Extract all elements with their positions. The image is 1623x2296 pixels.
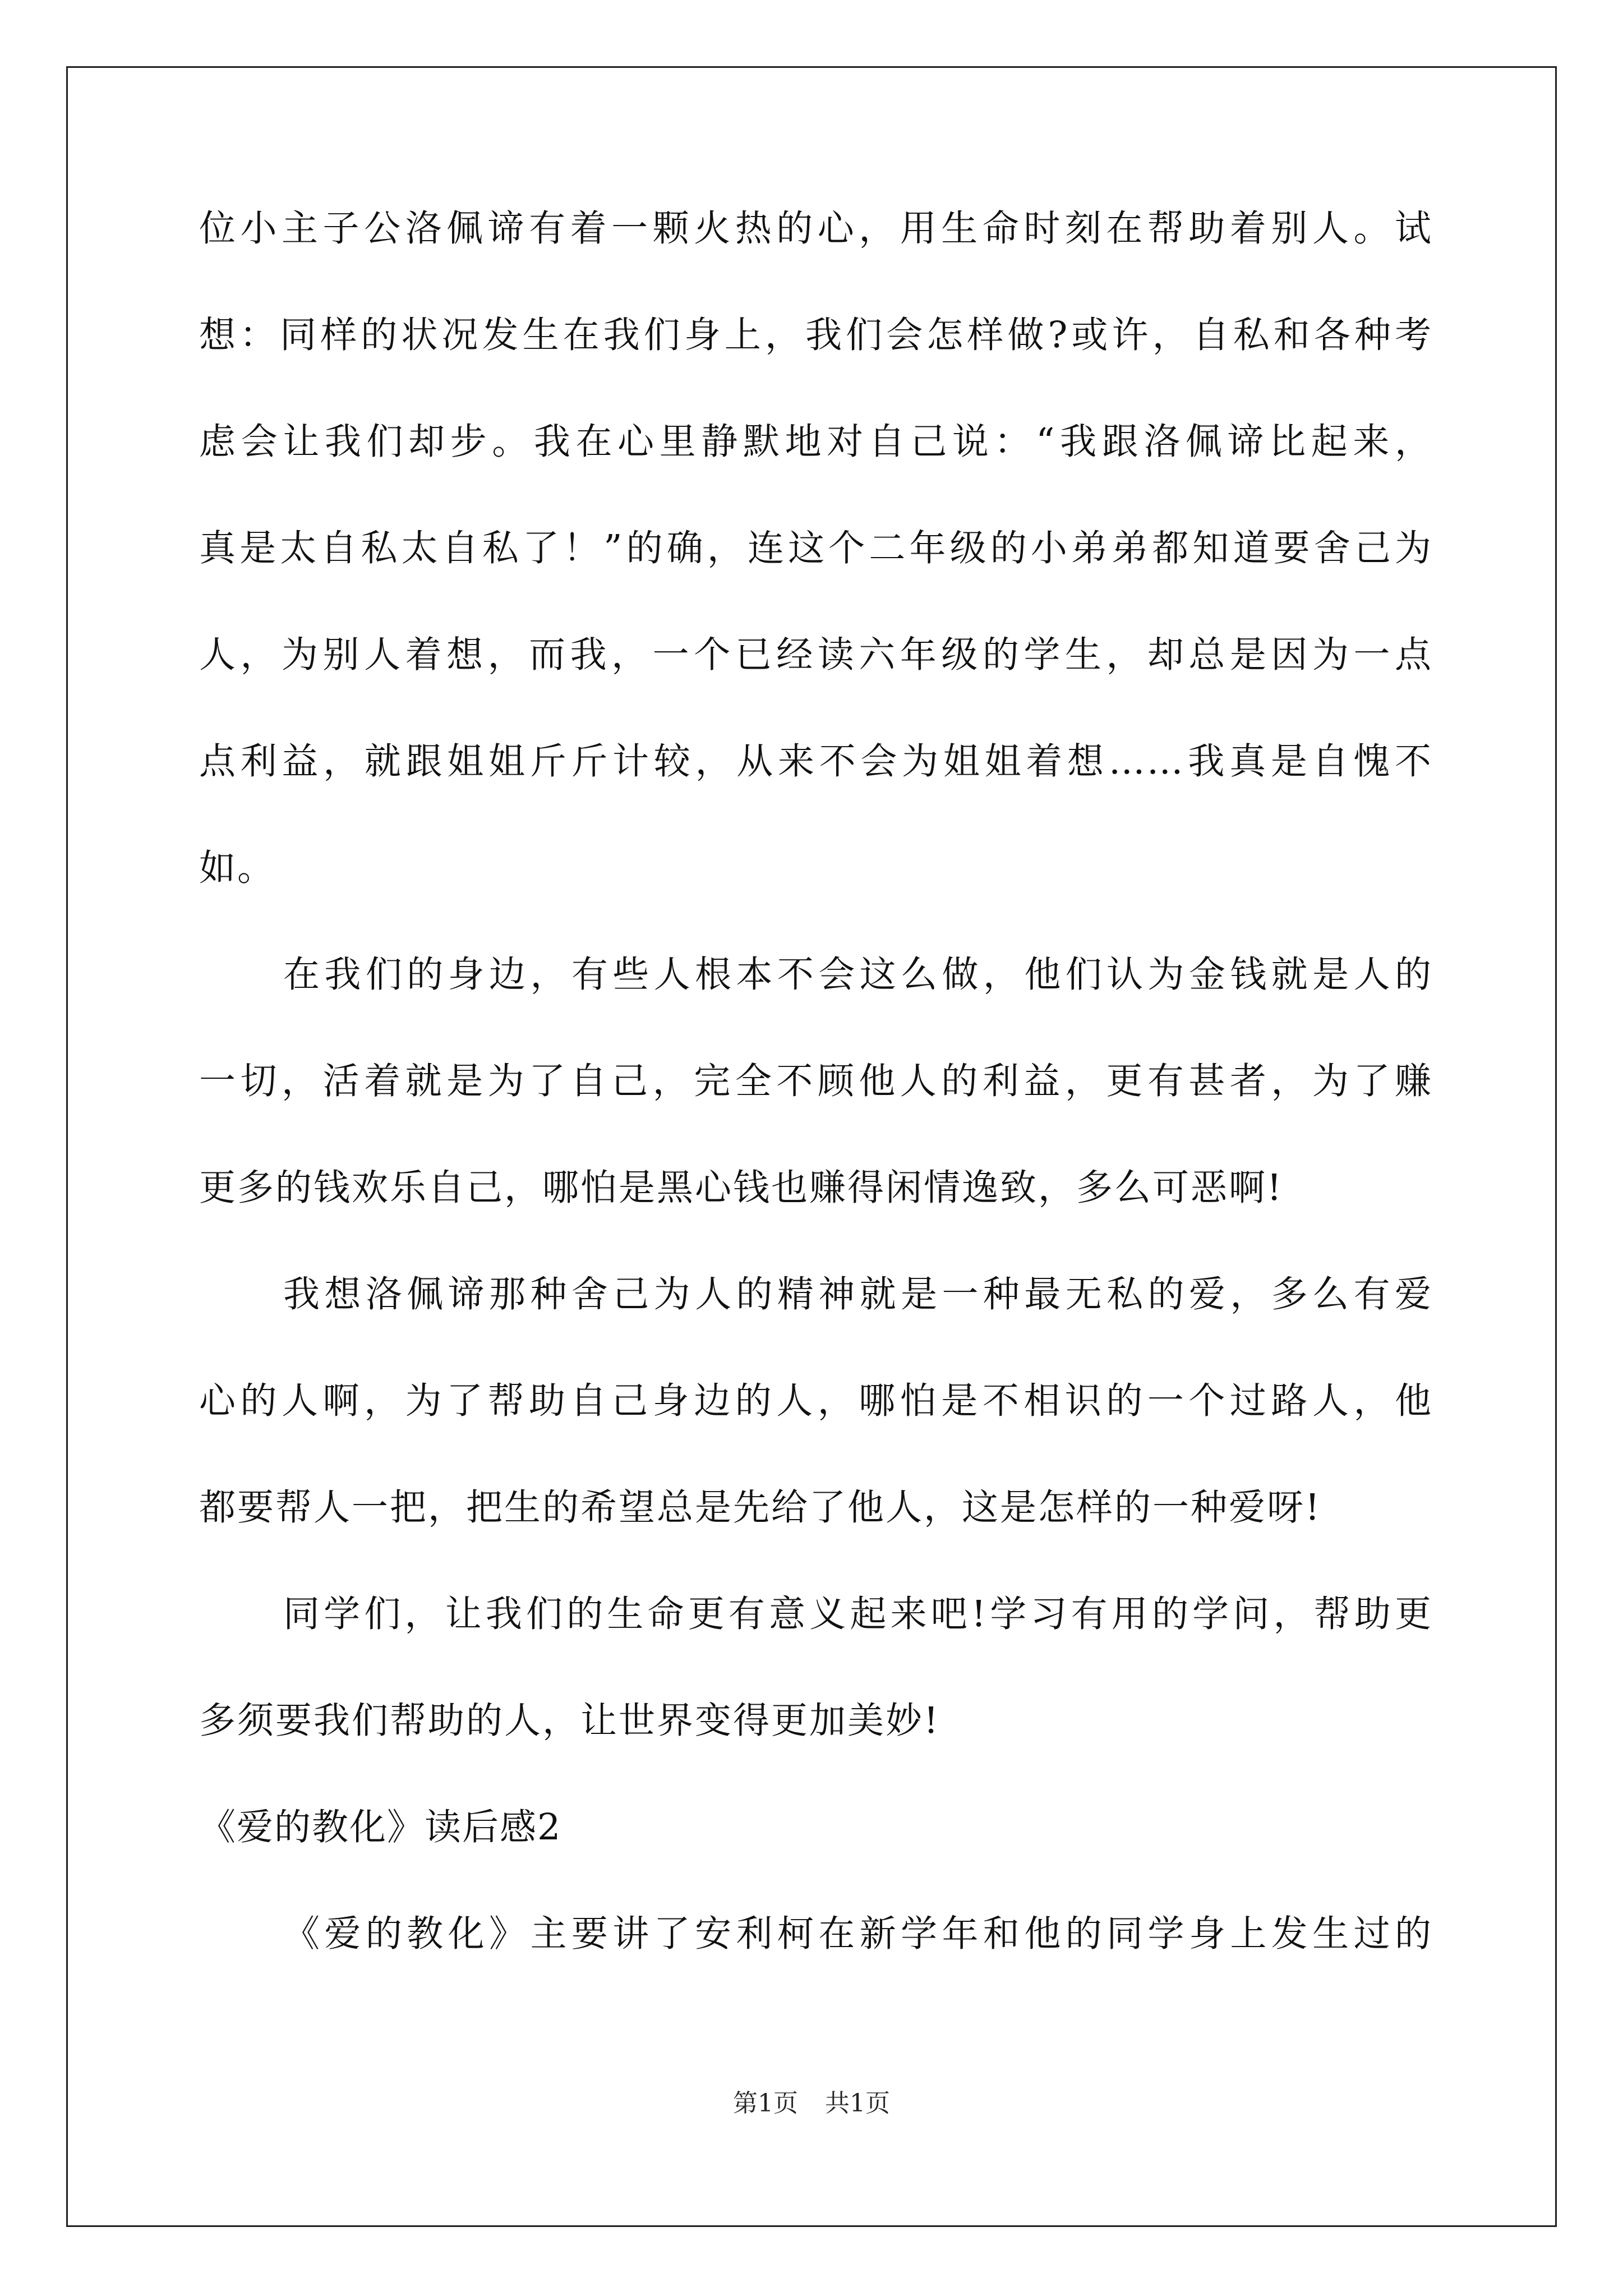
text-line-5: 人，为别人着想，而我，一个已经读六年级的学生，却总是因为一点 <box>199 634 1433 676</box>
text-line-15: 多须要我们帮助的人，让世界变得更加美妙! <box>199 1700 940 1742</box>
text-line-7: 如。 <box>199 847 276 889</box>
text-line-6: 点利益，就跟姐姐斤斤计较，从来不会为姐姐着想……我真是自愧不 <box>199 740 1433 783</box>
text-line-8: 在我们的身边，有些人根本不会这么做，他们认为金钱就是人的 <box>283 954 1433 996</box>
text-line-13: 都要帮人一把，把生的希望总是先给了他人，这是怎样的一种爱呀! <box>199 1487 1322 1529</box>
document-body <box>199 202 1433 2014</box>
text-line-17: 《爱的教化》主要讲了安利柯在新学年和他的同学身上发生过的 <box>283 1913 1433 1955</box>
section-heading: 《爱的教化》读后感2 <box>199 1806 562 1848</box>
text-line-10: 更多的钱欢乐自己，哪怕是黑心钱也赚得闲情逸致，多么可恶啊! <box>199 1167 1284 1209</box>
page-footer <box>0 2087 1623 2120</box>
text-line-2: 想：同样的状况发生在我们身上，我们会怎样做?或许，自私和各种考 <box>199 314 1433 356</box>
total-pages: 共1页 <box>825 2089 890 2118</box>
text-line-3: 虑会让我们却步。我在心里静默地对自己说：“我跟洛佩谛比起来， <box>199 421 1433 463</box>
page-number: 第1页 <box>733 2089 798 2118</box>
text-line-12: 心的人啊，为了帮助自己身边的人，哪怕是不相识的一个过路人，他 <box>199 1380 1433 1422</box>
text-line-1: 位小主子公洛佩谛有着一颗火热的心，用生命时刻在帮助着别人。试 <box>199 208 1433 250</box>
text-line-11: 我想洛佩谛那种舍己为人的精神就是一种最无私的爱，多么有爱 <box>283 1273 1433 1315</box>
text-line-9: 一切，活着就是为了自己，完全不顾他人的利益，更有甚者，为了赚 <box>199 1060 1433 1102</box>
text-line-4: 真是太自私太自私了！”的确，连这个二年级的小弟弟都知道要舍己为 <box>199 527 1433 569</box>
text-line-14: 同学们，让我们的生命更有意义起来吧!学习有用的学问，帮助更 <box>283 1593 1433 1635</box>
